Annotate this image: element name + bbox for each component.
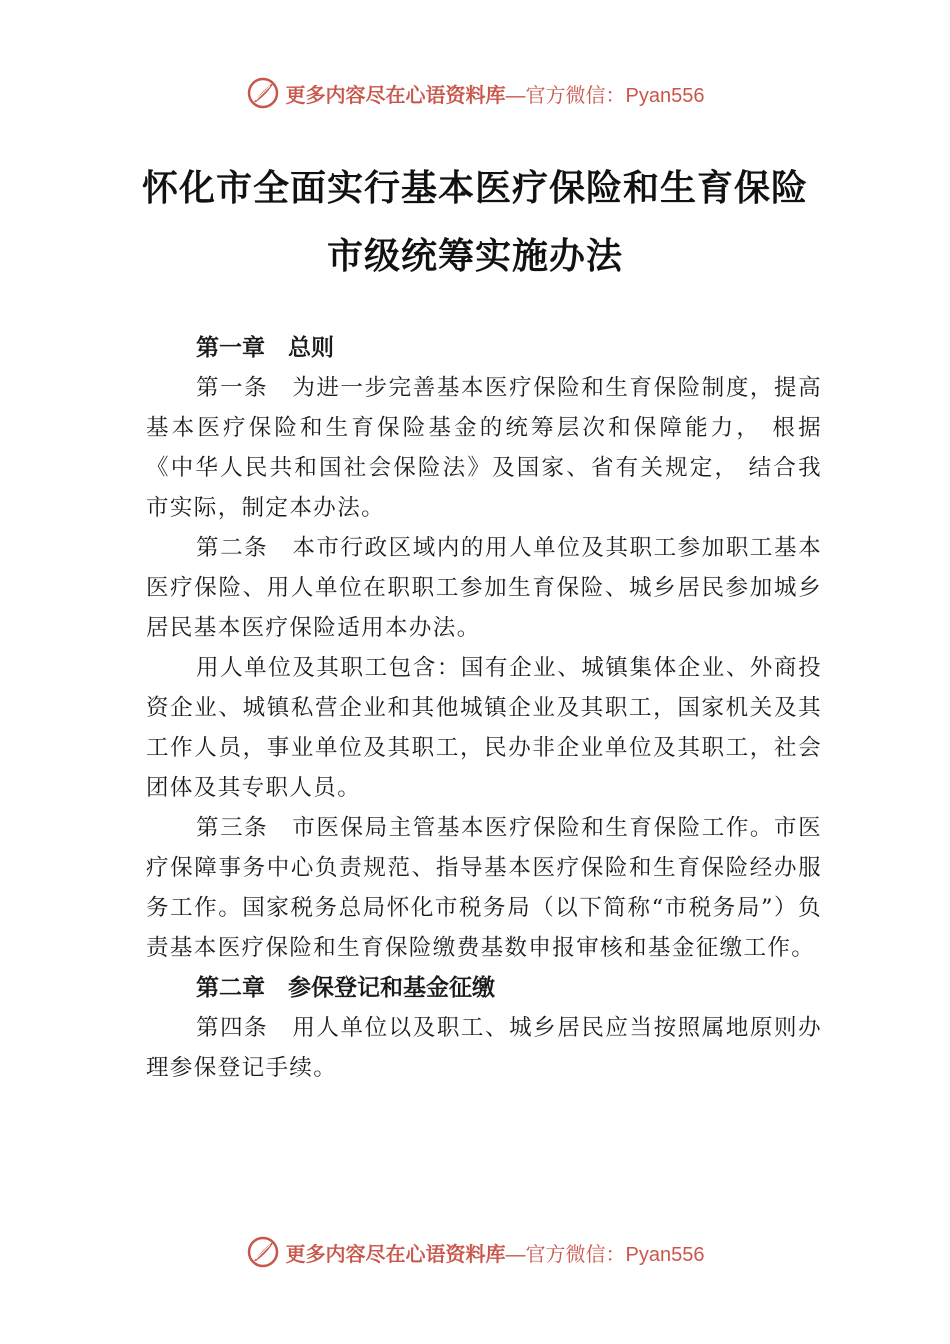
- document-title-line1: 怀化市全面实行基本医疗保险和生育保险: [141, 168, 808, 209]
- document-body: [146, 328, 822, 1088]
- chapter-heading: 第一章 总则: [196, 335, 334, 361]
- watermark-left-text: 更多内容尽在心语资料库: [285, 82, 506, 107]
- header-watermark: [0, 73, 950, 113]
- watermark-right-text: —官方微信：Pyan556: [505, 84, 705, 107]
- footer-watermark: [0, 1232, 950, 1272]
- feather-circle-logo-icon: [246, 76, 280, 110]
- watermark-right-text: —官方微信：Pyan556: [505, 1243, 705, 1266]
- article-paragraph: 第二条 本市行政区域内的用人单位及其职工参加职工基本医疗保险、用人单位在职职工参加生育保险、城乡居民参加城乡居民基本医疗保险适用本办法。: [146, 535, 822, 641]
- chapter-heading: 第二章 参保登记和基金征缴: [196, 975, 495, 1001]
- document-title-line2: 市级统筹实施办法: [326, 236, 623, 277]
- article-paragraph: 第三条 市医保局主管基本医疗保险和生育保险工作。市医疗保障事务中心负责规范、指导基本医疗保险和生育保险经办服务工作。国家税务总局怀化市税务局（以下简称“市税务局”）负责基本医疗保险和生育保险缴费基数申报审核和基金征缴工作。: [146, 815, 822, 961]
- article-paragraph: 第四条 用人单位以及职工、城乡居民应当按照属地原则办理参保登记手续。: [146, 1015, 822, 1081]
- watermark-left-text: 更多内容尽在心语资料库: [285, 1241, 506, 1266]
- article-paragraph: 用人单位及其职工包含：国有企业、城镇集体企业、外商投资企业、城镇私营企业和其他城镇企业及其职工，国家机关及其工作人员，事业单位及其职工，民办非企业单位及其职工，社会团体及其专职人员。: [146, 655, 822, 801]
- feather-circle-logo-icon: [246, 1235, 280, 1269]
- article-paragraph: 第一条 为进一步完善基本医疗保险和生育保险制度，提高基本医疗保险和生育保险基金的统筹层次和保障能力， 根据《中华人民共和国社会保险法》及国家、省有关规定， 结合我市实际，制定本办法。: [146, 375, 822, 521]
